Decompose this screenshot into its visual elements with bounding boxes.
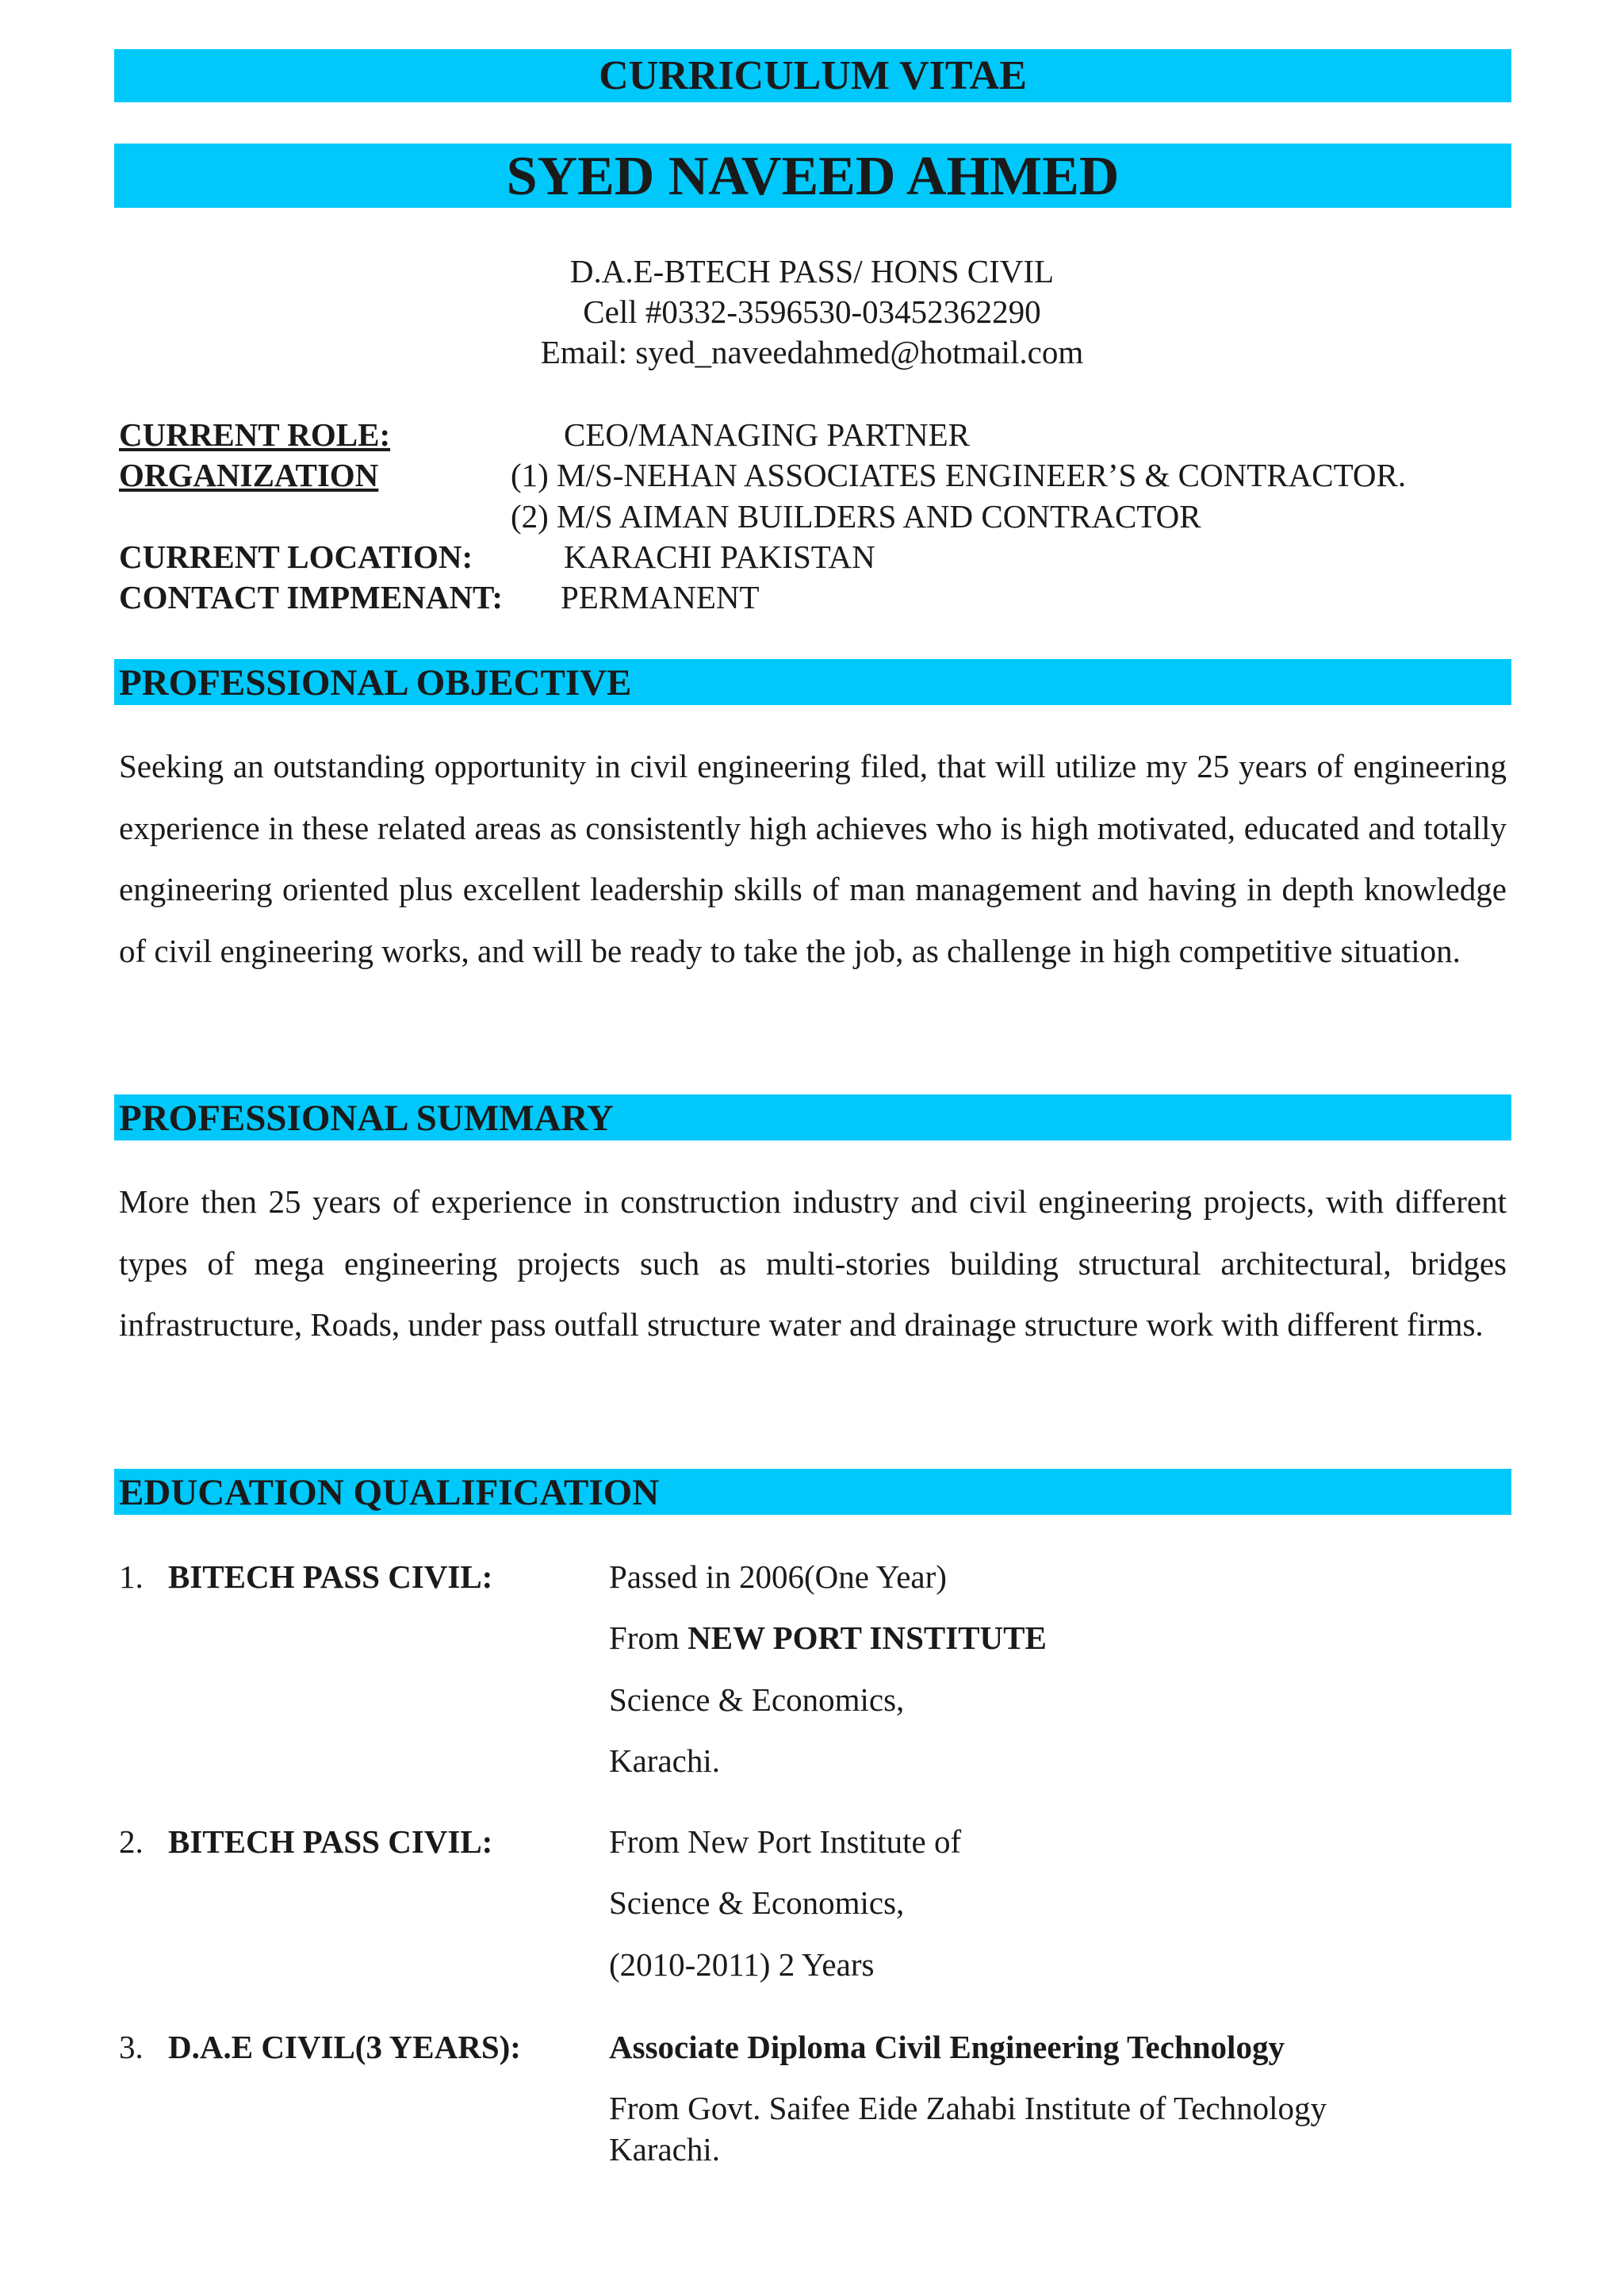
edu-1-line2-prefix: From [609, 1619, 688, 1656]
edu-3-line1: Associate Diploma Civil Engineering Technology [609, 2029, 1285, 2065]
edu-2-number: 2. [119, 1823, 144, 1860]
contact-label: CONTACT IMPMENANT: [119, 579, 504, 615]
current-location-label: CURRENT LOCATION: [119, 539, 473, 575]
summary-heading: PROFESSIONAL SUMMARY [114, 1094, 1511, 1140]
cell-line: Cell #0332-3596530-03452362290 [583, 293, 1041, 330]
edu-1-number: 1. [119, 1558, 144, 1595]
edu-1-line2 [609, 1617, 1047, 1658]
objective-text: Seeking an outstanding opportunity in civil engineering filed, that will utilize my 25 years of engineering experience in these related areas as consistently high achieves who is high motivated, educated and totally engineering oriented plus excellent leadership skills of man management and having in depth knowledge of civil engineering works, and will be ready to take the job, as challenge in high competitive situation. [119, 748, 1507, 969]
edu-3-degree: D.A.E CIVIL(3 YEARS): [168, 2029, 521, 2065]
education-heading: EDUCATION QUALIFICATION [114, 1469, 1511, 1515]
current-role-value: CEO/MANAGING PARTNER [564, 416, 970, 453]
organization-2: (2) M/S AIMAN BUILDERS AND CONTRACTOR [511, 498, 1201, 535]
candidate-name-band: SYED NAVEED AHMED [114, 144, 1511, 208]
organization-1: (1) M/S-NEHAN ASSOCIATES ENGINEER’S & CONTRACTOR. [511, 457, 1407, 493]
edu-2-line3: (2010-2011) 2 Years [609, 1946, 875, 1983]
qualification-line: D.A.E-BTECH PASS/ HONS CIVIL [569, 253, 1055, 289]
edu-1-institute: NEW PORT INSTITUTE [688, 1619, 1047, 1656]
edu-1-line1: Passed in 2006(One Year) [609, 1558, 947, 1595]
edu-2-degree: BITECH PASS CIVIL: [168, 1823, 493, 1860]
email-line: Email: syed_naveedahmed@hotmail.com [540, 334, 1084, 370]
summary-text: More then 25 years of experience in construction industry and civil engineering projects, with different types of mega engineering projects such as multi-stories building structural architectural, bridges infrastructure, Roads, under pass outfall structure water and drainage structure work with different firms. [119, 1183, 1507, 1343]
cv-title-band: CURRICULUM VITAE [114, 49, 1511, 102]
current-location-value: KARACHI PAKISTAN [564, 539, 875, 575]
edu-1-line3: Science & Economics, [609, 1681, 905, 1718]
edu-3-line2: From Govt. Saifee Eide Zahabi Institute of Technology [609, 2090, 1327, 2126]
edu-2-line2: Science & Economics, [609, 1884, 905, 1921]
edu-2-line1: From New Port Institute of [609, 1823, 962, 1860]
edu-3-line3: Karachi. [609, 2131, 720, 2168]
edu-1-line4: Karachi. [609, 1742, 720, 1779]
current-role-label: CURRENT ROLE: [119, 416, 391, 453]
organization-label: ORGANIZATION [119, 457, 379, 493]
contact-value: PERMANENT [561, 579, 760, 615]
objective-heading: PROFESSIONAL OBJECTIVE [114, 659, 1511, 705]
edu-3-number: 3. [119, 2029, 144, 2065]
edu-1-degree: BITECH PASS CIVIL: [168, 1558, 493, 1595]
